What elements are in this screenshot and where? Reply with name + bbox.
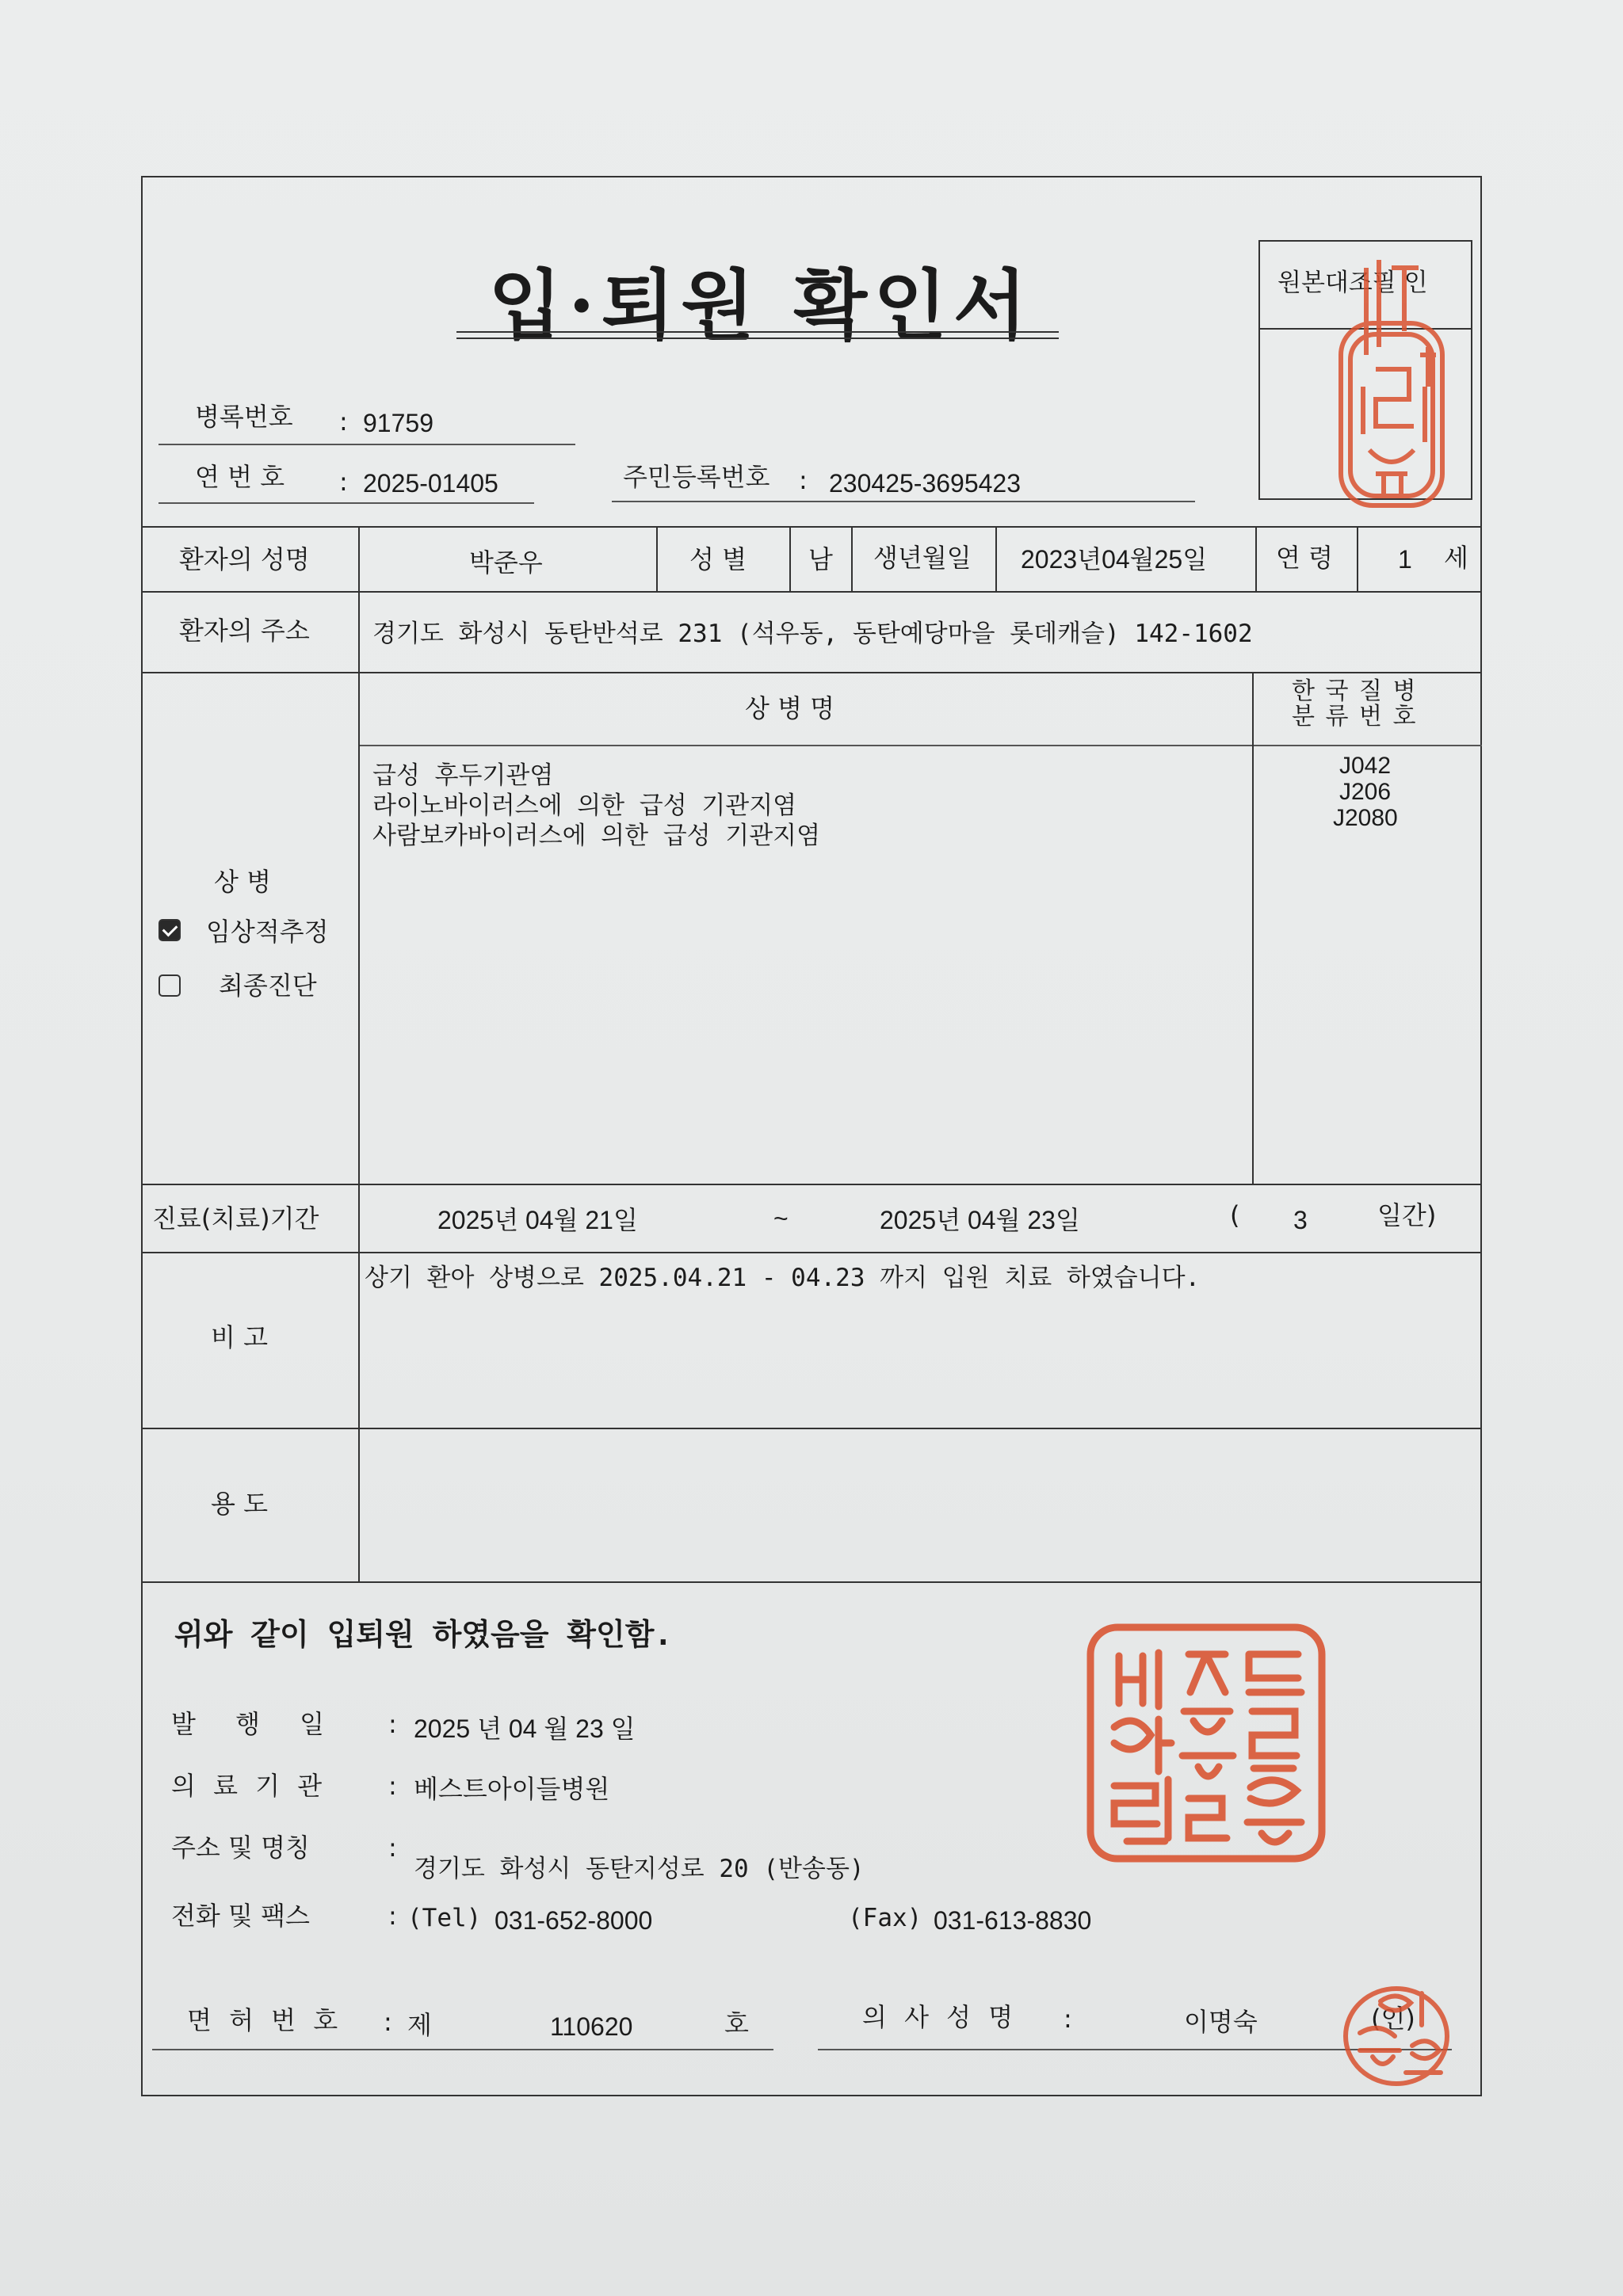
license-number-value: 110620 (550, 2012, 633, 2041)
disease-code-1: J042 (1339, 753, 1392, 779)
issue-date-label: 발 행 일 (171, 1709, 341, 1739)
patient-address-label: 환자의 주소 (179, 616, 310, 646)
doctor-seal-icon (1323, 1978, 1457, 2096)
diagnosis-section-label: 상 병 (214, 867, 271, 897)
institution-value: 베스트아이들병원 (414, 1774, 610, 1804)
patient-name-label: 환자의 성명 (179, 544, 310, 574)
resident-number-label: 주민등록번호 (623, 462, 770, 492)
disease-code-3: J2080 (1333, 805, 1398, 831)
remarks-text: 상기 환아 상병으로 2025.04.21 - 04.23 까지 입원 치료 하였습니다. (365, 1264, 1201, 1292)
address-name-label: 주소 및 명칭 (171, 1833, 310, 1863)
hospital-address-value: 경기도 화성시 동탄지성로 20 (반송동) (414, 1855, 865, 1883)
treatment-period-label: 진료(치료)기간 (152, 1203, 319, 1234)
clinical-estimate-checkbox[interactable] (158, 919, 181, 941)
period-days-unit: 일간) (1377, 1200, 1437, 1230)
age-value: 1 (1398, 545, 1412, 574)
disease-name-header: 상 병 명 (745, 693, 835, 723)
serial-number-value: 2025-01405 (363, 469, 498, 498)
age-label: 연 령 (1276, 543, 1333, 573)
remarks-label: 비 고 (211, 1322, 268, 1352)
disease-name-3: 사람보카바이러스에 의한 급성 기관지염 (372, 822, 821, 850)
confirmation-statement: 위와 같이 입퇴원 하였음을 확인함. (174, 1617, 673, 1652)
record-number-label: 병록번호 (195, 402, 293, 432)
issue-date-value: 2025 년 04 월 23 일 (414, 1714, 636, 1743)
license-number-label: 면 허 번 호 (187, 2005, 343, 2035)
purpose-label: 용 도 (211, 1489, 268, 1519)
sex-value: 남 (808, 544, 833, 574)
serial-number-label: 연 번 호 (195, 462, 285, 492)
tel-value: 031-652-8000 (495, 1906, 653, 1935)
fax-value: 031-613-8830 (934, 1906, 1092, 1935)
birth-date-value: 2023년04월25일 (1021, 545, 1208, 574)
document-title: 입·퇴원 확인서 (488, 261, 1033, 350)
period-tilde: ~ (773, 1204, 789, 1233)
period-start: 2025년 04월 21일 (437, 1206, 638, 1234)
phone-fax-label: 전화 및 팩스 (171, 1901, 310, 1931)
disease-name-2: 라이노바이러스에 의한 급성 기관지염 (372, 791, 797, 820)
disease-code-2: J206 (1339, 779, 1392, 805)
license-prefix: 제 (407, 2010, 432, 2040)
clinical-estimate-label: 임상적추정 (206, 917, 329, 947)
period-days: 3 (1293, 1206, 1308, 1234)
period-open-paren: ( (1230, 1200, 1240, 1230)
patient-address-value: 경기도 화성시 동탄반석로 231 (석우동, 동탄예당마을 롯데캐슬) 142-1602 (372, 620, 1253, 648)
doctor-seal-mark: (인) (1371, 2004, 1415, 2034)
resident-number-value: 230425-3695423 (829, 469, 1022, 498)
record-number-value: 91759 (363, 409, 433, 437)
disease-code-header-line2: 분 류 번 호 (1292, 703, 1418, 730)
original-stamp-label: 원본대조필 인 (1277, 269, 1428, 297)
doctor-name-value: 이명숙 (1184, 2007, 1258, 2037)
final-diagnosis-label: 최종진단 (219, 971, 317, 1001)
period-end: 2025년 04월 23일 (880, 1206, 1080, 1234)
institution-label: 의 료 기 관 (171, 1771, 327, 1801)
patient-name-value: 박준우 (469, 547, 543, 578)
fax-prefix: (Fax) (848, 1904, 922, 1932)
birth-date-label: 생년월일 (873, 543, 972, 573)
sex-label: 성 별 (689, 544, 747, 574)
tel-prefix: (Tel) (407, 1904, 482, 1932)
hospital-seal-icon (1079, 1616, 1333, 1870)
age-unit: 세 (1444, 543, 1468, 573)
disease-name-1: 급성 후두기관염 (372, 761, 554, 790)
final-diagnosis-checkbox[interactable] (158, 974, 181, 997)
disease-code-header-line1: 한 국 질 병 (1292, 677, 1418, 705)
doctor-name-label: 의 사 성 명 (862, 2002, 1018, 2032)
license-suffix: 호 (724, 2008, 749, 2039)
